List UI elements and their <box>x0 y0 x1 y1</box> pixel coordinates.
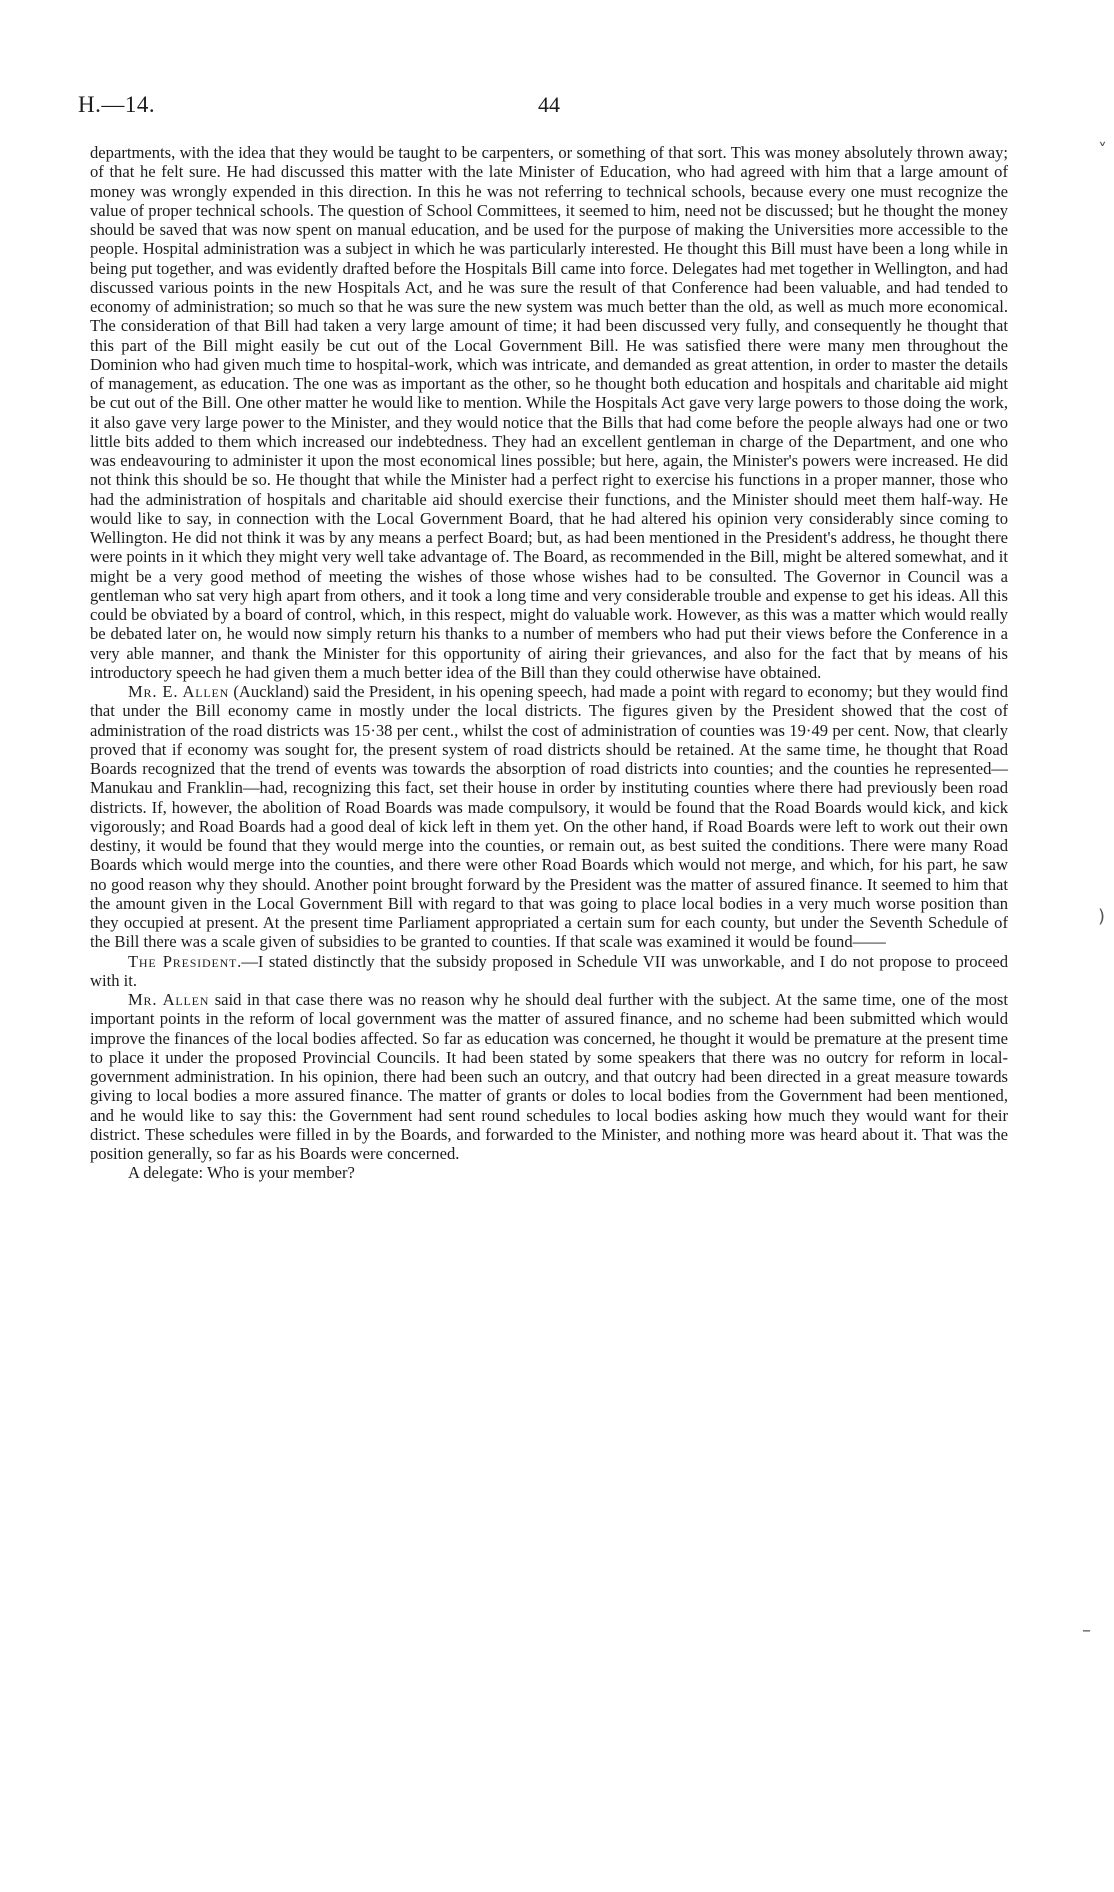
paragraph-speech-president <box>90 952 1008 991</box>
margin-tick-mark: ˅ <box>1098 140 1107 161</box>
margin-bracket-mark: ) <box>1098 906 1106 927</box>
speaker-name: The President <box>128 951 238 971</box>
paragraph-text: departments, with the idea that they would be taught to be carpenters, or something of that sort. This was money absolutely thrown away; of that he felt sure. He had discussed this matter with the late Minister of Education, who had agreed with him that a large amount of money was wrongly expended in this direction. In this he was not referring to technical schools, because every one must recognize the value of proper technical schools. The question of School Committees, it seemed to him, need not be discussed; but he thought the money should be saved that was now spent on manual education, and be used for the purpose of making the Universities more accessible to the people. Hospital administration was a subject in which he was particularly interested. He thought this Bill must have been a long while in being put together, and was evidently drafted before the Hospitals Bill came into force. Delegates had met together in Wellington, and had discussed various points in the new Hospitals Act, and he was sure the result of that Conference had been valuable, and had tended to economy of administration; so much so that he was sure the new system was much better than the old, as well as much more economical. The consideration of that Bill had taken a very large amount of time; it had been discussed very fully, and consequently he thought that this part of the Bill might easily be cut out of the Local Government Bill. He was satisfied there were many men throughout the Dominion who had given much time to hospital-work, which was intricate, and demanded as great attention, in order to master the details of management, as education. The one was as important as the other, so he thought both education and hospitals and charitable aid might be cut out of the Bill. One other matter he would like to mention. While the Hospitals Act gave very large powers to those doing the work, it also gave very large power to the Minister, and they would notice that the Bills that had come before the people always had one or two little bits added to them which increased our indebtedness. They had an excellent gentleman in charge of the Department, and one who was endeavouring to administer it upon the most economical lines possible; but here, again, the Minister's powers were increased. He did not think this should be so. He thought that while the Minister had a perfect right to exercise his functions in a proper manner, those who had the administration of hospitals and charitable aid should exercise their functions, and the Minister should meet them half-way. He would like to say, in connection with the Local Government Board, that he had altered his opinion very considerably since coming to Wellington. He did not think it was by any means a perfect Board; but, as had been mentioned in the President's address, he thought there were points in it which they might very well take advantage of. The Board, as recommended in the Bill, might be altered somewhat, and it might be a very good method of meeting the wishes of those whose wishes had to be consulted. The Governor in Council was a gentleman who sat very high apart from others, and it took a long time and very considerable trouble and expense to get his ideas. All this could be obviated by a board of control, which, in this respect, might do valuable work. However, as this was a matter which would really be debated later on, he would now simply return his thanks to a number of members who had put their views before the Conference in a very able manner, and thank the Minister for this opportunity of airing their grievances, and also for the fact that by means of his introductory speech he had given them a much better idea of the Bill than they could otherwise have obtained. <box>90 143 1008 682</box>
paragraph-delegate-question <box>90 1163 1008 1182</box>
paragraph-text: .—I stated distinctly that the subsidy proposed in Schedule VII was unworkable, and I do not propose to proceed with it. <box>90 951 1008 990</box>
paragraph-speech-allen <box>90 682 1008 952</box>
margin-dash-mark: – <box>1082 1620 1091 1641</box>
paper-reference: H.—14. <box>78 92 156 117</box>
paragraph-continued-speech <box>90 143 1008 682</box>
speaker-name: Mr. Allen <box>128 990 210 1009</box>
paragraph-speech-allen-reply <box>90 990 1008 1163</box>
speaker-name: Mr. E. Allen <box>128 682 230 701</box>
page-header <box>78 92 1014 126</box>
paragraph-text: A delegate: Who is your member? <box>128 1163 355 1183</box>
document-body <box>90 143 1008 1183</box>
page-number: 44 <box>538 92 560 117</box>
paragraph-text: (Auckland) said the President, in his opening speech, had made a point with regard to economy; but they would find that under the Bill economy came in mostly under the local districts. The figures given by the President showed that the cost of administration of the road districts was 15·38 per cent., whilst the cost of administration of counties was 19·49 per cent. Now, that clearly proved that if economy was sought for, the present system of road districts should be retained. At the same time, he thought that Road Boards recognized that the trend of events was towards the absorption of road districts into counties; and the counties he represented—Manukau and Franklin—had, recognizing this fact, set their house in order by instituting counties where there had previously been road districts. If, however, the abolition of Road Boards was made compulsory, it would be found that the Road Boards would kick, and kick vigorously; and Road Boards had a good deal of kick left in them yet. On the other hand, if Road Boards were left to work out their own destiny, it would be found that they would merge into the counties, or remain out, as best suited the conditions. There were many Road Boards which would merge into the counties, and there were other Road Boards which would not merge, and which, for his part, he saw no good reason why they should. Another point brought forward by the President was the matter of assured finance. It seemed to him that the amount given in the Local Government Bill with regard to that was going to place local bodies in a very much worse position than they occupied at present. At the present time Parliament appropriated a certain sum for each county, but under the Seventh Schedule of the Bill there was a scale given of subsidies to be granted to counties. If that scale was examined it would be found—— <box>90 682 1009 952</box>
paragraph-text: said in that case there was no reason why he should deal further with the subject. At the same time, one of the most important points in the reform of local government was the matter of assured finance, and no scheme had been submitted which would improve the finances of the local bodies affected. So far as education was concerned, he thought it would be premature at the present time to place it under the proposed Provincial Councils. It had been stated by some speakers that there was no outcry for reform in local-government administration. In his opinion, there had been such an outcry, and that outcry had been directed in a great measure towards giving to local bodies a more assured finance. The matter of grants or doles to local bodies from the Government had been mentioned, and he would like to say this: the Government had sent round schedules to local bodies asking how much they would want for their district. These schedules were filled in by the Boards, and forwarded to the Minister, and nothing more was heard about it. That was the position generally, so far as his Boards were concerned. <box>90 990 1008 1163</box>
